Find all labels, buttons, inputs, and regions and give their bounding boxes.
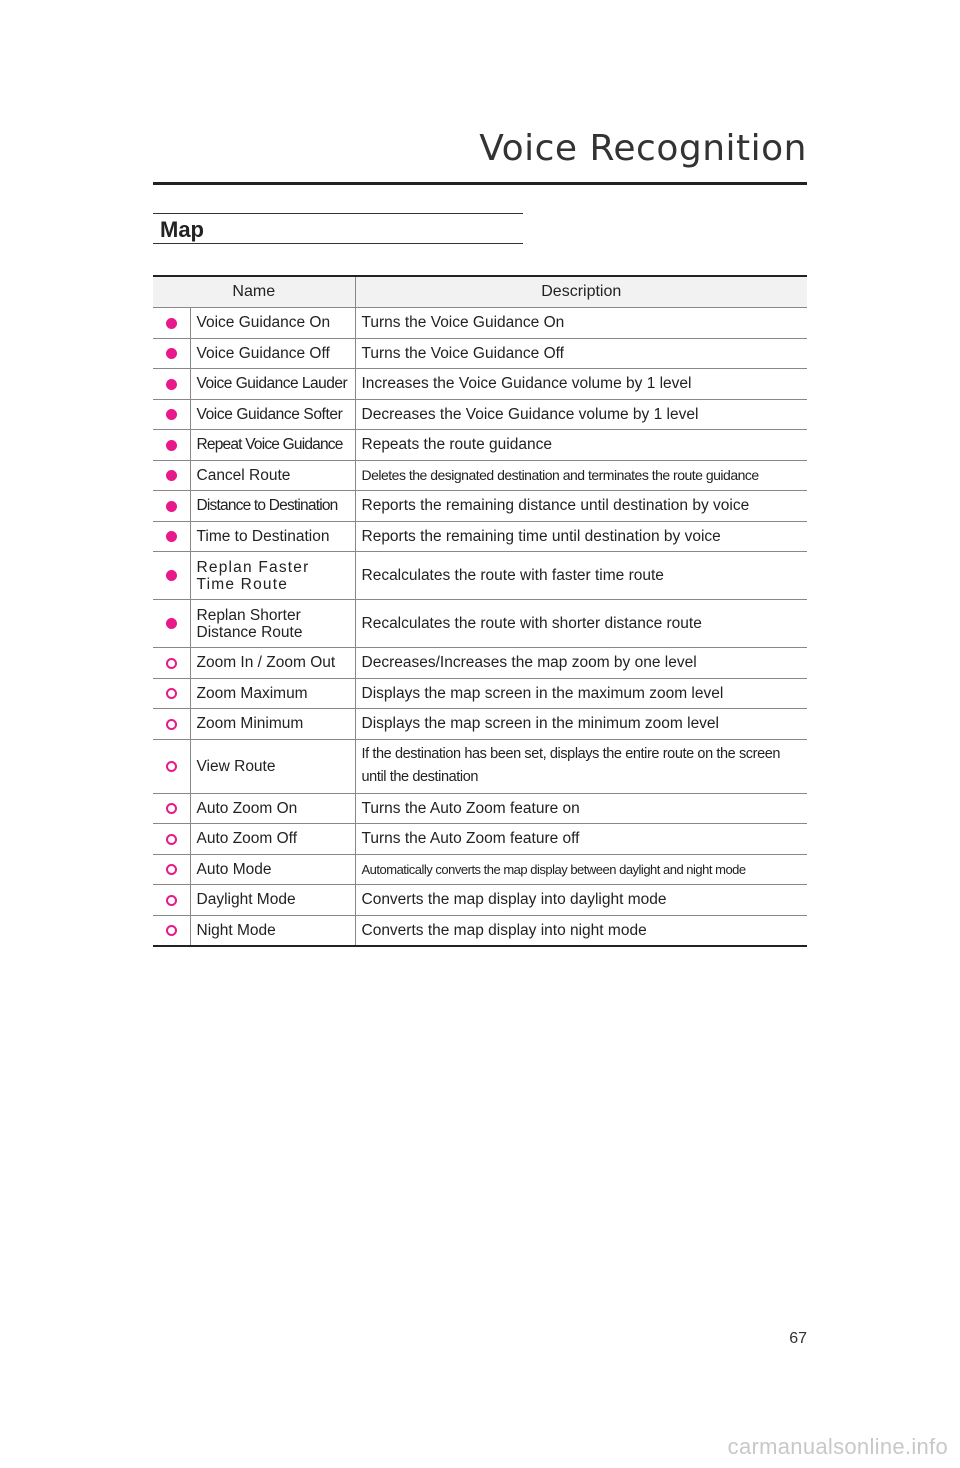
hollow-dot-icon — [166, 688, 177, 699]
command-description: Turns the Voice Guidance On — [355, 308, 807, 339]
command-name: Auto Mode — [190, 854, 355, 885]
table-row — [153, 739, 807, 793]
table-row — [153, 369, 807, 400]
hollow-dot-icon — [166, 925, 177, 936]
command-name: Replan Shorter Distance Route — [190, 600, 355, 648]
table-row — [153, 824, 807, 855]
table-row — [153, 552, 807, 600]
filled-dot-icon — [166, 409, 177, 420]
voice-command-table — [153, 275, 807, 947]
hollow-dot-icon — [166, 834, 177, 845]
command-name: Voice Guidance Off — [190, 338, 355, 369]
filled-dot-icon — [166, 501, 177, 512]
command-name: Time to Destination — [190, 521, 355, 552]
filled-dot-icon — [166, 531, 177, 542]
command-name: Night Mode — [190, 915, 355, 946]
command-description: Recalculates the route with shorter distance route — [355, 600, 807, 648]
hollow-dot-icon — [166, 895, 177, 906]
chapter-title: Voice Recognition — [479, 128, 807, 169]
command-name: Cancel Route — [190, 460, 355, 491]
command-description: Converts the map display into daylight mode — [355, 885, 807, 916]
command-description: Converts the map display into night mode — [355, 915, 807, 946]
filled-dot-icon — [166, 618, 177, 629]
command-description: Displays the map screen in the minimum zoom level — [355, 709, 807, 740]
command-name: Voice Guidance Softer — [190, 399, 355, 430]
command-description: Turns the Auto Zoom feature on — [355, 793, 807, 824]
section-header — [153, 213, 523, 244]
command-description: Turns the Auto Zoom feature off — [355, 824, 807, 855]
table-header-row — [153, 276, 807, 308]
command-description: Decreases the Voice Guidance volume by 1 level — [355, 399, 807, 430]
filled-dot-icon — [166, 379, 177, 390]
command-name: Zoom In / Zoom Out — [190, 648, 355, 679]
hollow-dot-icon — [166, 864, 177, 875]
column-header-description: Description — [355, 276, 807, 308]
table-row — [153, 460, 807, 491]
column-header-name: Name — [153, 276, 355, 308]
command-description: Displays the map screen in the maximum zoom level — [355, 678, 807, 709]
command-name: View Route — [190, 739, 355, 793]
table-row — [153, 430, 807, 461]
hollow-dot-icon — [166, 803, 177, 814]
hollow-dot-icon — [166, 658, 177, 669]
command-description: Reports the remaining time until destination by voice — [355, 521, 807, 552]
table-row — [153, 648, 807, 679]
command-name: Voice Guidance Lauder — [190, 369, 355, 400]
command-name: Replan Faster Time Route — [190, 552, 355, 600]
table-row — [153, 491, 807, 522]
table-row — [153, 600, 807, 648]
filled-dot-icon — [166, 348, 177, 359]
filled-dot-icon — [166, 570, 177, 581]
table-row — [153, 521, 807, 552]
command-description: Repeats the route guidance — [355, 430, 807, 461]
table-row — [153, 338, 807, 369]
command-name: Repeat Voice Guidance — [190, 430, 355, 461]
command-name: Voice Guidance On — [190, 308, 355, 339]
table-row — [153, 399, 807, 430]
table-row — [153, 793, 807, 824]
command-description: Increases the Voice Guidance volume by 1 level — [355, 369, 807, 400]
section-title: Map — [160, 217, 204, 242]
command-description: Decreases/Increases the map zoom by one level — [355, 648, 807, 679]
filled-dot-icon — [166, 440, 177, 451]
hollow-dot-icon — [166, 761, 177, 772]
command-description: If the destination has been set, displays the entire route on the screen until the destination — [355, 739, 807, 793]
hollow-dot-icon — [166, 719, 177, 730]
filled-dot-icon — [166, 318, 177, 329]
command-name: Daylight Mode — [190, 885, 355, 916]
command-name: Auto Zoom Off — [190, 824, 355, 855]
command-description: Recalculates the route with faster time route — [355, 552, 807, 600]
command-name: Zoom Minimum — [190, 709, 355, 740]
table-row — [153, 854, 807, 885]
command-description: Turns the Voice Guidance Off — [355, 338, 807, 369]
command-description: Automatically converts the map display between daylight and night mode — [355, 854, 807, 885]
command-name: Zoom Maximum — [190, 678, 355, 709]
table-row — [153, 915, 807, 946]
filled-dot-icon — [166, 470, 177, 481]
watermark-text: carmanualsonline.info — [727, 1434, 948, 1459]
command-description: Reports the remaining distance until destination by voice — [355, 491, 807, 522]
chapter-title-rule — [153, 182, 807, 185]
table-row — [153, 678, 807, 709]
command-description: Deletes the designated destination and terminates the route guidance — [355, 460, 807, 491]
table-row — [153, 885, 807, 916]
command-name: Auto Zoom On — [190, 793, 355, 824]
table-row — [153, 709, 807, 740]
command-name: Distance to Destination — [190, 491, 355, 522]
page-number: 67 — [789, 1330, 807, 1347]
table-row — [153, 308, 807, 339]
